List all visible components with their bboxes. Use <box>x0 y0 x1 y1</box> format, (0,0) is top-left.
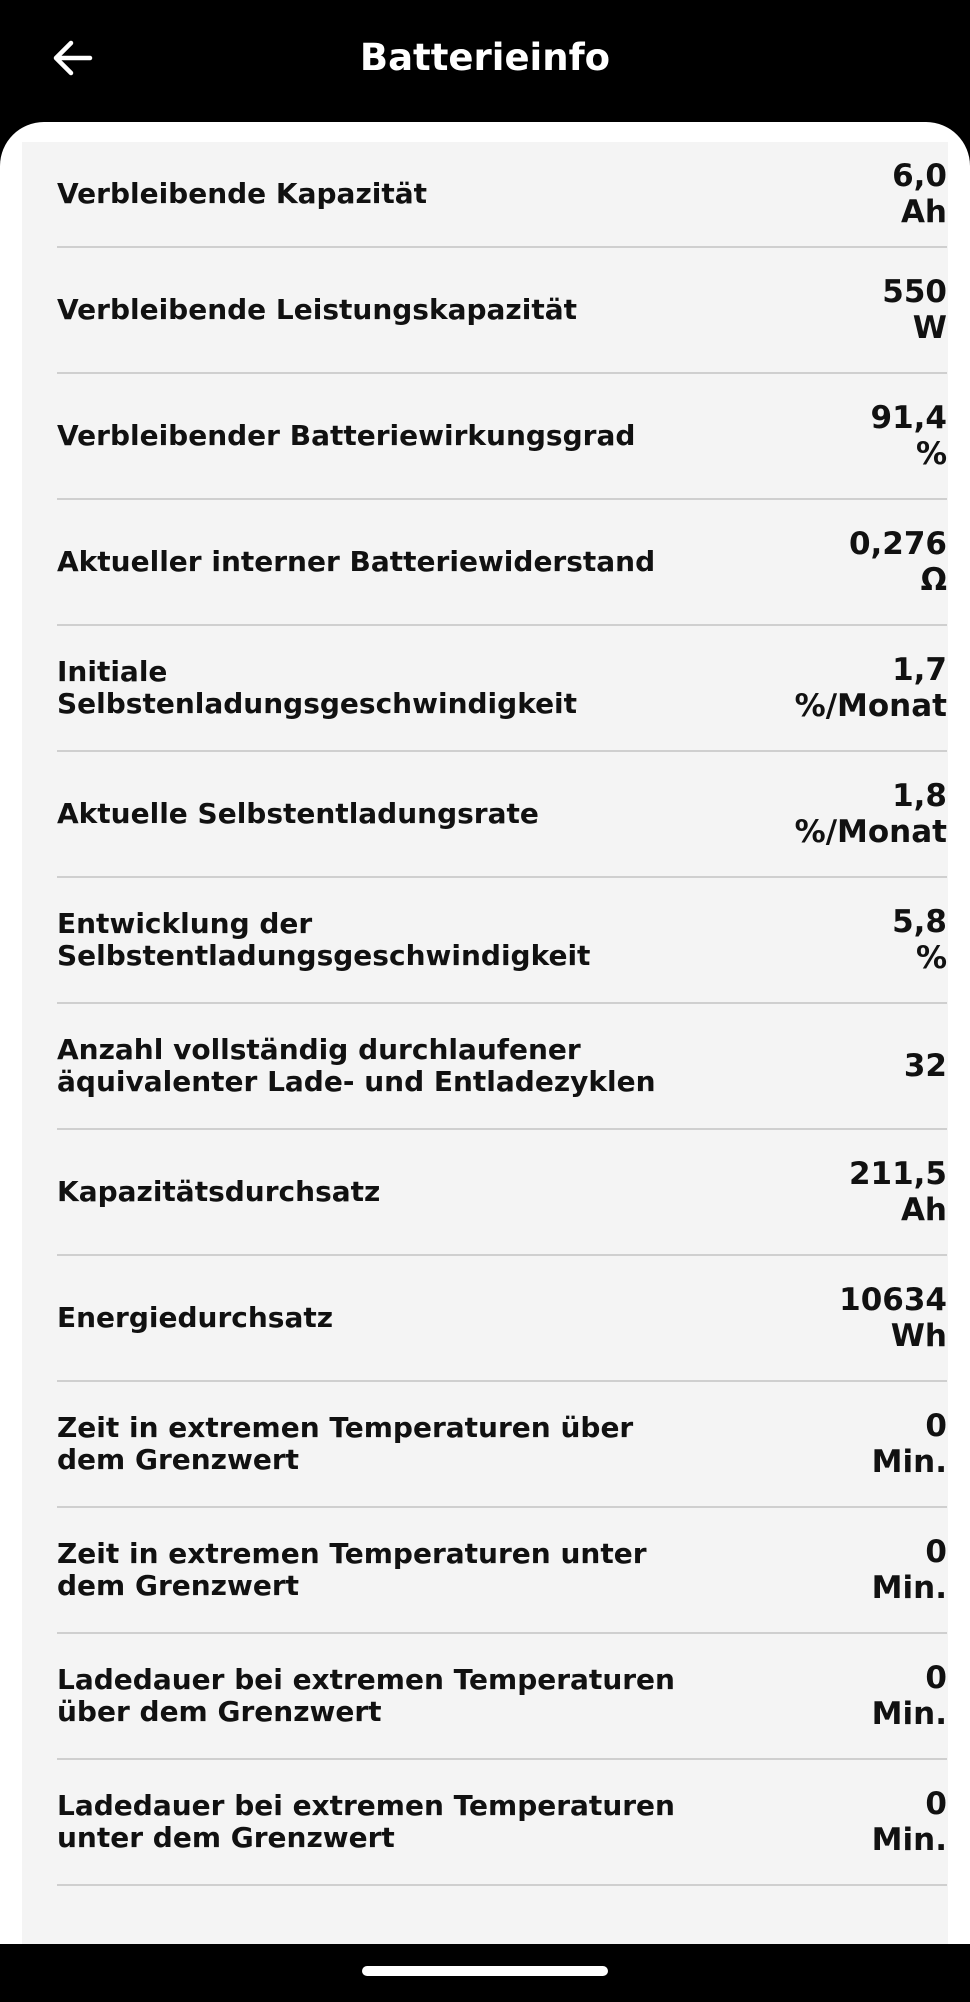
row-value <box>849 526 947 598</box>
page-title: Batterieinfo <box>359 36 611 79</box>
value-number: 0 <box>925 1660 947 1696</box>
info-row-efficiency <box>57 374 947 500</box>
info-row-capacity-throughput <box>57 1130 947 1256</box>
value-unit: W <box>912 310 947 346</box>
row-label: Initiale Selbstenladungsgeschwindigkeit <box>57 655 578 720</box>
row-value <box>872 1408 947 1480</box>
value-unit: Ω <box>920 562 947 598</box>
row-label: Kapazitätsdurchsatz <box>57 1175 381 1208</box>
row-label: Aktuelle Selbstentladungsrate <box>57 797 539 830</box>
info-row-initial-self-discharge <box>57 626 947 752</box>
info-row-energy-throughput <box>57 1256 947 1382</box>
row-label: Energiedurchsatz <box>57 1301 334 1334</box>
info-row-current-self-discharge <box>57 752 947 878</box>
info-row-remaining-capacity <box>57 142 947 248</box>
value-number: 211,5 <box>848 1156 947 1192</box>
row-label: Verbleibender Batteriewirkungsgrad <box>57 419 636 452</box>
system-navigation-bar <box>0 1944 970 2000</box>
value-number: 1,7 <box>892 652 947 688</box>
row-value <box>872 1534 947 1606</box>
battery-info-list[interactable] <box>57 142 947 2002</box>
value-unit: %/Monat <box>794 814 947 850</box>
value-unit: Min. <box>871 1444 947 1480</box>
row-value <box>795 778 947 850</box>
value-unit: Min. <box>871 1822 947 1858</box>
row-value <box>849 1156 947 1228</box>
info-row-power-capacity <box>57 248 947 374</box>
row-label: Aktueller interner Batteriewiderstand <box>57 545 656 578</box>
info-row-internal-resistance <box>57 500 947 626</box>
row-label: Entwicklung der Selbstentladungsgeschwindigkeit <box>57 907 591 972</box>
row-value <box>904 1048 947 1084</box>
value-unit: Min. <box>871 1570 947 1606</box>
row-label: Verbleibende Leistungskapazität <box>57 293 577 326</box>
info-row-charge-above-limit <box>57 1634 947 1760</box>
value-number: 32 <box>903 1048 947 1084</box>
info-row-time-below-limit <box>57 1508 947 1634</box>
row-label: Anzahl vollständig durchlaufener äquivalenter Lade- und Entladezyklen <box>57 1033 656 1098</box>
row-label: Ladedauer bei extremen Temperaturen unter dem Grenzwert <box>57 1789 675 1854</box>
row-label: Verbleibende Kapazität <box>57 177 428 210</box>
row-label: Zeit in extremen Temperaturen unter dem Grenzwert <box>57 1537 647 1602</box>
row-label: Zeit in extremen Temperaturen über dem Grenzwert <box>57 1411 634 1476</box>
row-value <box>872 1786 947 1858</box>
info-row-self-discharge-trend <box>57 878 947 1004</box>
info-row-time-above-limit <box>57 1382 947 1508</box>
value-number: 550 <box>882 274 947 310</box>
value-unit: % <box>915 940 947 976</box>
home-indicator[interactable] <box>362 1966 608 1976</box>
value-number: 0 <box>925 1408 947 1444</box>
value-number: 1,8 <box>892 778 947 814</box>
value-unit: Ah <box>900 194 947 230</box>
row-value <box>795 652 947 724</box>
row-value <box>882 274 947 346</box>
row-value <box>892 904 947 976</box>
row-value <box>839 1282 947 1354</box>
value-number: 0 <box>925 1786 947 1822</box>
value-number: 0,276 <box>848 526 947 562</box>
row-value <box>871 400 948 472</box>
value-unit: Wh <box>890 1318 947 1354</box>
value-number: 91,4 <box>870 400 947 436</box>
battery-info-panel <box>22 142 948 1952</box>
content-sheet[interactable] <box>0 122 970 1944</box>
value-number: 10634 <box>839 1282 947 1318</box>
value-number: 5,8 <box>892 904 947 940</box>
value-number: 0 <box>925 1534 947 1570</box>
value-unit: Ah <box>900 1192 947 1228</box>
value-unit: Min. <box>871 1696 947 1732</box>
row-value <box>872 1660 947 1732</box>
value-number: 6,0 <box>892 158 947 194</box>
row-value <box>892 158 947 230</box>
value-unit: % <box>915 436 947 472</box>
info-row-equivalent-cycles <box>57 1004 947 1130</box>
value-unit: %/Monat <box>794 688 947 724</box>
info-row-charge-below-limit <box>57 1760 947 1886</box>
row-label: Ladedauer bei extremen Temperaturen über dem Grenzwert <box>57 1663 675 1728</box>
app-header <box>0 0 970 125</box>
